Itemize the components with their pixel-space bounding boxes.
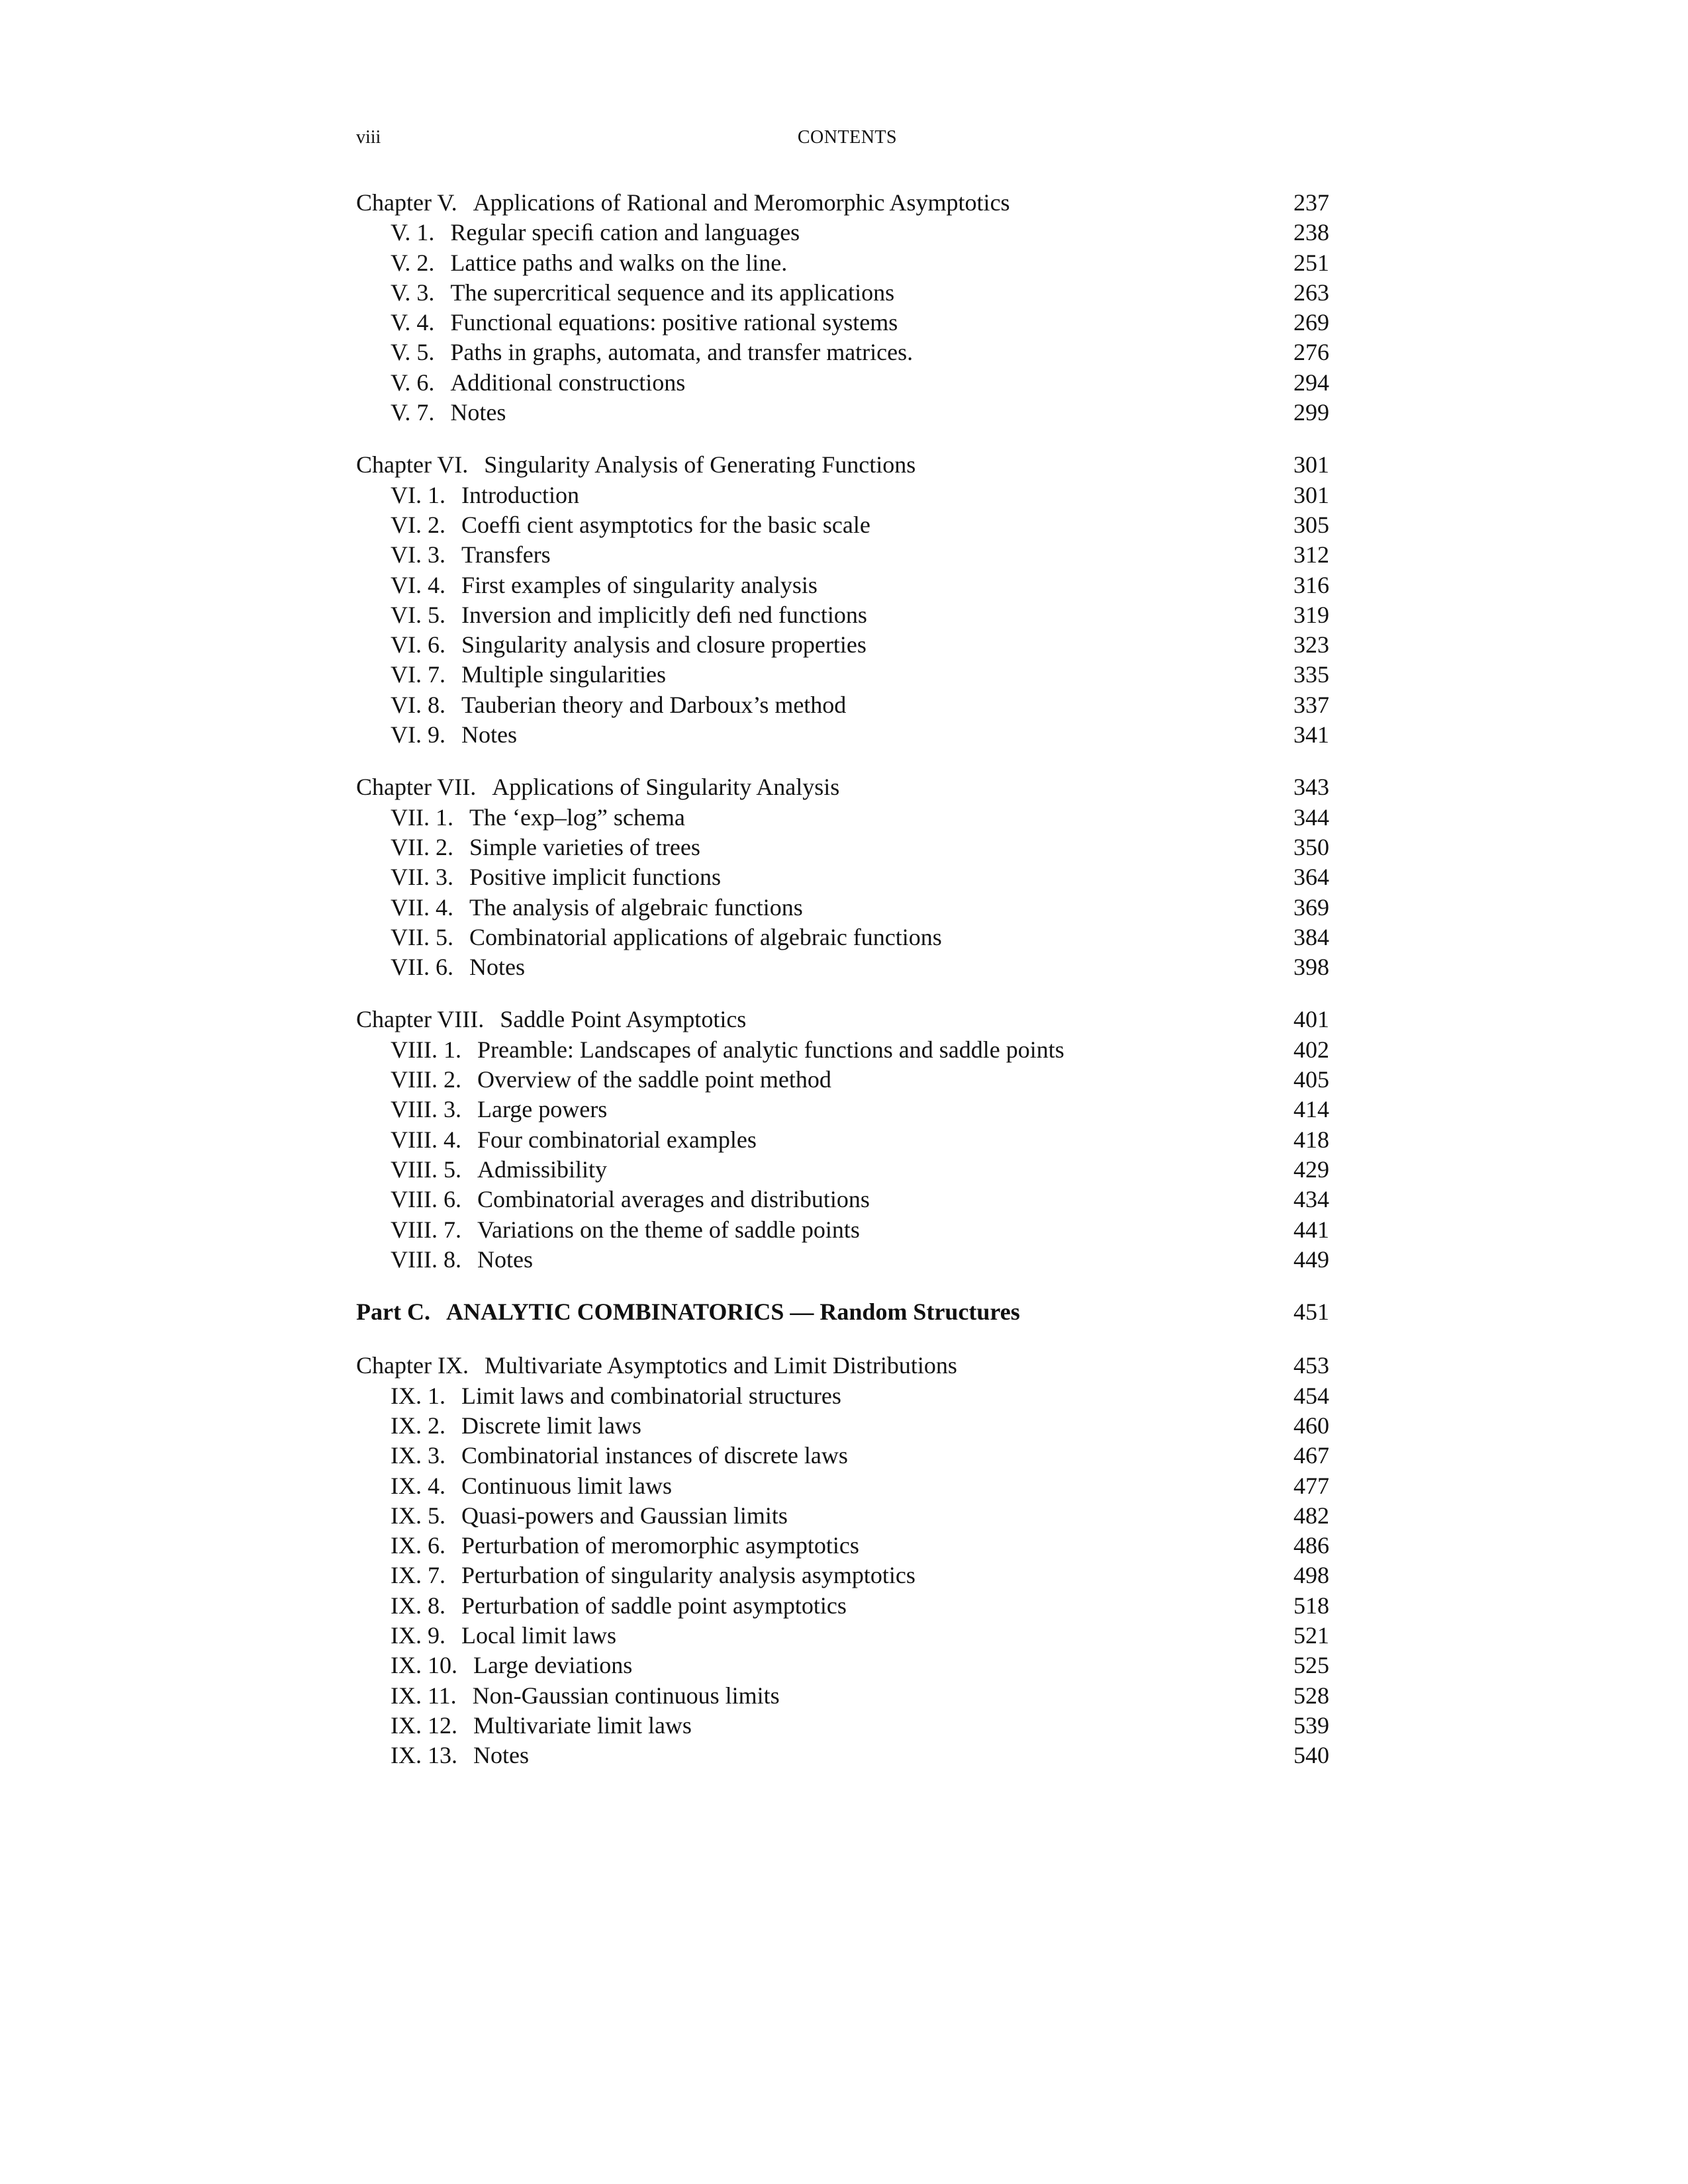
page-number: 540 [1293, 1742, 1329, 1769]
section-number: VI. 1. [391, 481, 445, 508]
toc-entry-row[interactable] [356, 1155, 1338, 1185]
section-number: VII. 4. [391, 893, 453, 921]
section-title [391, 480, 579, 510]
chapter-label: Chapter VIII. [356, 1006, 485, 1033]
section-text: The supercritical sequence and its applications [450, 279, 895, 306]
section-number: VI. 7. [391, 661, 445, 688]
page-number: 343 [1293, 774, 1329, 801]
table-of-contents [356, 188, 1338, 1794]
section-title [391, 1531, 859, 1561]
chapter-label: Chapter VI. [356, 451, 469, 478]
toc-entry-row[interactable] [356, 1591, 1338, 1621]
section-number: IX. 1. [391, 1382, 445, 1409]
toc-entry-row[interactable] [356, 338, 1338, 367]
page-number: 364 [1293, 864, 1329, 891]
section-number: VII. 1. [391, 803, 453, 831]
section-number: VIII. 7. [391, 1216, 461, 1243]
section-text: Combinatorial applications of algebraic functions [469, 923, 942, 950]
section-number: IX. 13. [391, 1742, 457, 1769]
section-title [391, 248, 787, 278]
toc-entry-row[interactable] [356, 308, 1338, 338]
page-number: 384 [1293, 923, 1329, 950]
section-title [391, 1591, 847, 1621]
page-number: 323 [1293, 631, 1329, 659]
page-number: 350 [1293, 833, 1329, 860]
page-number: 251 [1293, 249, 1329, 276]
section-title [391, 1035, 1064, 1065]
section-title [391, 1095, 607, 1124]
toc-entry-row[interactable] [356, 1125, 1338, 1155]
section-text: Regular speciﬁ cation and languages [450, 219, 800, 246]
section-title [391, 833, 700, 862]
section-text: Perturbation of singularity analysis asymptotics [461, 1562, 915, 1589]
toc-entry-row[interactable] [356, 1471, 1338, 1501]
page-number: 238 [1293, 219, 1329, 246]
section-text: Transfers [461, 541, 551, 569]
toc-entry-row[interactable] [356, 862, 1338, 892]
section-title [391, 1411, 641, 1441]
section-number: IX. 2. [391, 1412, 445, 1439]
section-title [391, 1711, 692, 1741]
section-number: VIII. 5. [391, 1156, 461, 1183]
section-number: VII. 6. [391, 954, 453, 981]
page-number: 402 [1293, 1036, 1329, 1063]
section-number: V. 7. [391, 399, 435, 426]
section-title [391, 1621, 616, 1651]
section-text: First examples of singularity analysis [461, 571, 818, 598]
chapter-heading-row[interactable] [356, 1005, 1338, 1034]
toc-entry-row[interactable] [356, 368, 1338, 398]
page-number: 429 [1293, 1156, 1329, 1183]
section-title [391, 338, 913, 367]
section-title [391, 952, 525, 982]
section-number: VII. 5. [391, 923, 453, 950]
toc-entry-row[interactable] [356, 248, 1338, 278]
page-number: 453 [1293, 1352, 1329, 1379]
toc-entry-row[interactable] [356, 1651, 1338, 1680]
section-text: Local limit laws [461, 1622, 616, 1649]
section-title [391, 308, 898, 338]
toc-entry-row[interactable] [356, 278, 1338, 308]
page-number: 294 [1293, 369, 1329, 396]
section-title [391, 923, 942, 952]
section-text: Multiple singularities [461, 661, 666, 688]
page-number: 263 [1293, 279, 1329, 306]
header-title: CONTENTS [797, 127, 898, 148]
chapter-title [356, 1005, 746, 1034]
section-number: V. 5. [391, 339, 435, 366]
section-text: Continuous limit laws [461, 1472, 673, 1499]
section-title [391, 1741, 529, 1770]
section-number: VIII. 4. [391, 1126, 461, 1153]
page-number: 434 [1293, 1186, 1329, 1213]
section-title [391, 600, 867, 630]
heading-text: Applications of Rational and Meromorphic Asymptotics [473, 189, 1010, 216]
section-number: IX. 10. [391, 1652, 457, 1679]
toc-entry-row[interactable] [356, 1411, 1338, 1441]
section-title [391, 540, 551, 570]
chapter-heading-row[interactable] [356, 1351, 1338, 1381]
part-title [356, 1297, 1020, 1327]
section-text: Discrete limit laws [461, 1412, 641, 1439]
page-number: 237 [1293, 189, 1329, 216]
section-text: Functional equations: positive rational systems [450, 309, 898, 336]
toc-entry-row[interactable] [356, 923, 1338, 952]
header-page-number: viii [356, 127, 381, 148]
toc-entry-row[interactable] [356, 660, 1338, 690]
toc-entry-row[interactable] [356, 398, 1338, 428]
heading-text: Saddle Point Asymptotics [500, 1006, 747, 1033]
section-number: VI. 9. [391, 721, 445, 749]
section-number: VI. 5. [391, 601, 445, 628]
heading-text: Multivariate Asymptotics and Limit Distributions [484, 1352, 957, 1379]
section-text: Combinatorial averages and distributions [477, 1186, 870, 1213]
toc-entry-row[interactable] [356, 1561, 1338, 1590]
page-number: 305 [1293, 511, 1329, 538]
section-number: VI. 2. [391, 511, 445, 538]
toc-entry-row[interactable] [356, 720, 1338, 750]
page-number: 301 [1293, 451, 1329, 478]
section-title [391, 510, 870, 540]
toc-chapter [356, 772, 1338, 982]
section-title [391, 1155, 607, 1185]
toc-entry-row[interactable] [356, 1531, 1338, 1561]
toc-entry-row[interactable] [356, 1741, 1338, 1770]
toc-entry-row[interactable] [356, 1185, 1338, 1214]
toc-entry-row[interactable] [356, 893, 1338, 923]
section-number: VIII. 6. [391, 1186, 461, 1213]
section-number: VIII. 2. [391, 1066, 461, 1093]
toc-entry-row[interactable] [356, 1501, 1338, 1531]
toc-chapter [356, 1005, 1338, 1275]
toc-chapter [356, 1351, 1338, 1770]
section-title [391, 218, 800, 248]
section-title [391, 1681, 780, 1711]
toc-entry-row[interactable] [356, 1215, 1338, 1245]
page-number: 299 [1293, 399, 1329, 426]
section-title [391, 368, 685, 398]
page-number: 301 [1293, 481, 1329, 508]
toc-entry-row[interactable] [356, 570, 1338, 600]
section-number: V. 1. [391, 219, 435, 246]
section-title [391, 1381, 841, 1411]
page-number: 525 [1293, 1652, 1329, 1679]
section-title [391, 1215, 860, 1245]
heading-text: Applications of Singularity Analysis [492, 774, 840, 801]
toc-entry-row[interactable] [356, 1681, 1338, 1711]
page-number: 319 [1293, 601, 1329, 628]
section-number: VI. 4. [391, 571, 445, 598]
page-number: 528 [1293, 1682, 1329, 1709]
section-title [391, 1501, 788, 1531]
section-title [391, 398, 506, 428]
section-text: Notes [473, 1742, 529, 1769]
page-number: 344 [1293, 803, 1329, 831]
section-number: IX. 4. [391, 1472, 445, 1499]
page-number: 498 [1293, 1562, 1329, 1589]
page-number: 521 [1293, 1622, 1329, 1649]
chapter-title [356, 1351, 957, 1381]
chapter-title [356, 450, 915, 480]
page-number: 369 [1293, 893, 1329, 921]
section-number: IX. 5. [391, 1502, 445, 1529]
toc-entry-row[interactable] [356, 480, 1338, 510]
section-number: VIII. 3. [391, 1096, 461, 1123]
toc-entry-row[interactable] [356, 1621, 1338, 1651]
toc-entry-row[interactable] [356, 690, 1338, 720]
page-number: 405 [1293, 1066, 1329, 1093]
section-title [391, 720, 517, 750]
page-number: 539 [1293, 1711, 1329, 1739]
toc-entry-row[interactable] [356, 1381, 1338, 1411]
page-number: 276 [1293, 339, 1329, 366]
page-number: 401 [1293, 1006, 1329, 1033]
section-number: VIII. 1. [391, 1036, 461, 1063]
chapter-heading-row[interactable] [356, 772, 1338, 802]
toc-chapter [356, 450, 1338, 750]
section-number: VII. 2. [391, 833, 453, 860]
section-title [391, 862, 721, 892]
toc-entry-row[interactable] [356, 1095, 1338, 1124]
chapter-title [356, 772, 839, 802]
page-number: 518 [1293, 1592, 1329, 1619]
page-header [356, 127, 1338, 154]
section-title [391, 278, 894, 308]
section-title [391, 1471, 672, 1501]
section-title [391, 1245, 533, 1275]
toc-entry-row[interactable] [356, 510, 1338, 540]
chapter-label: Chapter VII. [356, 774, 477, 801]
page-number: 414 [1293, 1096, 1329, 1123]
toc-entry-row[interactable] [356, 1245, 1338, 1275]
section-title [391, 660, 666, 690]
section-number: V. 3. [391, 279, 435, 306]
toc-entry-row[interactable] [356, 1711, 1338, 1741]
section-text: Coefﬁ cient asymptotics for the basic scale [461, 511, 870, 538]
page-number: 418 [1293, 1126, 1329, 1153]
section-text: Multivariate limit laws [473, 1711, 692, 1739]
page-number: 316 [1293, 571, 1329, 598]
page-number: 398 [1293, 954, 1329, 981]
toc-entry-row[interactable] [356, 1441, 1338, 1471]
section-title [391, 1185, 870, 1214]
toc-entry-row[interactable] [356, 540, 1338, 570]
section-text: Notes [469, 954, 525, 981]
section-number: IX. 3. [391, 1442, 445, 1469]
section-text: Perturbation of saddle point asymptotics [461, 1592, 847, 1619]
toc-entry-row[interactable] [356, 952, 1338, 982]
section-text: Four combinatorial examples [477, 1126, 757, 1153]
page-number: 441 [1293, 1216, 1329, 1243]
section-title [391, 1561, 915, 1590]
page-number: 482 [1293, 1502, 1329, 1529]
section-text: Quasi-powers and Gaussian limits [461, 1502, 788, 1529]
section-text: Non-Gaussian continuous limits [472, 1682, 780, 1709]
toc-entry-row[interactable] [356, 1035, 1338, 1065]
section-text: Combinatorial instances of discrete laws [461, 1442, 848, 1469]
section-text: The analysis of algebraic functions [469, 893, 803, 921]
heading-text: Singularity Analysis of Generating Functions [484, 451, 916, 478]
section-number: VI. 3. [391, 541, 445, 569]
section-number: V. 6. [391, 369, 435, 396]
section-number: IX. 12. [391, 1711, 457, 1739]
section-text: Admissibility [477, 1156, 607, 1183]
chapter-label: Chapter IX. [356, 1352, 469, 1379]
chapter-heading-row[interactable] [356, 188, 1338, 218]
section-text: The ‘exp–log” schema [469, 803, 685, 831]
toc-entry-row[interactable] [356, 630, 1338, 660]
toc-entry-row[interactable] [356, 803, 1338, 833]
section-number: IX. 9. [391, 1622, 445, 1649]
section-title [391, 1125, 757, 1155]
part-label: Part C. [356, 1298, 430, 1326]
section-number: VII. 3. [391, 864, 453, 891]
section-text: Simple varieties of trees [469, 833, 700, 860]
toc-entry-row[interactable] [356, 218, 1338, 248]
section-number: VI. 8. [391, 691, 445, 718]
section-text: Additional constructions [450, 369, 686, 396]
toc-part [356, 1297, 1338, 1327]
page-number: 467 [1293, 1442, 1329, 1469]
page-number: 337 [1293, 691, 1329, 718]
page-number: 460 [1293, 1412, 1329, 1439]
toc-entry-row[interactable] [356, 600, 1338, 630]
section-text: Large deviations [473, 1652, 633, 1679]
section-text: Inversion and implicitly deﬁ ned functions [461, 601, 867, 628]
section-text: Tauberian theory and Darboux’s method [461, 691, 847, 718]
section-text: Notes [450, 399, 506, 426]
chapter-heading-row[interactable] [356, 450, 1338, 480]
section-title [391, 803, 685, 833]
chapter-title [356, 188, 1010, 218]
section-text: Notes [477, 1246, 533, 1273]
section-text: Preamble: Landscapes of analytic functions and saddle points [477, 1036, 1064, 1063]
page-number: 477 [1293, 1472, 1329, 1499]
section-text: Paths in graphs, automata, and transfer matrices. [450, 339, 914, 366]
section-title [391, 1065, 831, 1095]
section-text: Overview of the saddle point method [477, 1066, 831, 1093]
section-title [391, 630, 867, 660]
section-title [391, 570, 818, 600]
page-number: 341 [1293, 721, 1329, 749]
section-number: V. 2. [391, 249, 435, 276]
heading-text: ANALYTIC COMBINATORICS — Random Structures [445, 1298, 1020, 1326]
section-number: V. 4. [391, 309, 435, 336]
page-number: 269 [1293, 309, 1329, 336]
toc-entry-row[interactable] [356, 833, 1338, 862]
part-heading-row[interactable] [356, 1297, 1338, 1327]
section-text: Perturbation of meromorphic asymptotics [461, 1532, 859, 1559]
toc-chapter [356, 188, 1338, 428]
section-title [391, 1441, 848, 1471]
page-number: 454 [1293, 1382, 1329, 1409]
page-number: 451 [1293, 1298, 1329, 1326]
section-text: Lattice paths and walks on the line. [450, 249, 788, 276]
section-number: IX. 8. [391, 1592, 445, 1619]
section-title [391, 893, 803, 923]
page-number: 486 [1293, 1532, 1329, 1559]
section-text: Large powers [477, 1096, 608, 1123]
section-number: IX. 6. [391, 1532, 445, 1559]
section-title [391, 690, 846, 720]
section-text: Limit laws and combinatorial structures [461, 1382, 841, 1409]
section-text: Notes [461, 721, 517, 749]
toc-entry-row[interactable] [356, 1065, 1338, 1095]
chapter-label: Chapter V. [356, 189, 457, 216]
section-number: IX. 11. [391, 1682, 457, 1709]
section-text: Positive implicit functions [469, 864, 721, 891]
section-text: Singularity analysis and closure properties [461, 631, 867, 659]
section-number: IX. 7. [391, 1562, 445, 1589]
page-number: 335 [1293, 661, 1329, 688]
page-number: 312 [1293, 541, 1329, 569]
page-number: 449 [1293, 1246, 1329, 1273]
section-number: VIII. 8. [391, 1246, 461, 1273]
section-title [391, 1651, 632, 1680]
section-text: Variations on the theme of saddle points [477, 1216, 860, 1243]
section-number: VI. 6. [391, 631, 445, 659]
section-text: Introduction [461, 481, 579, 508]
